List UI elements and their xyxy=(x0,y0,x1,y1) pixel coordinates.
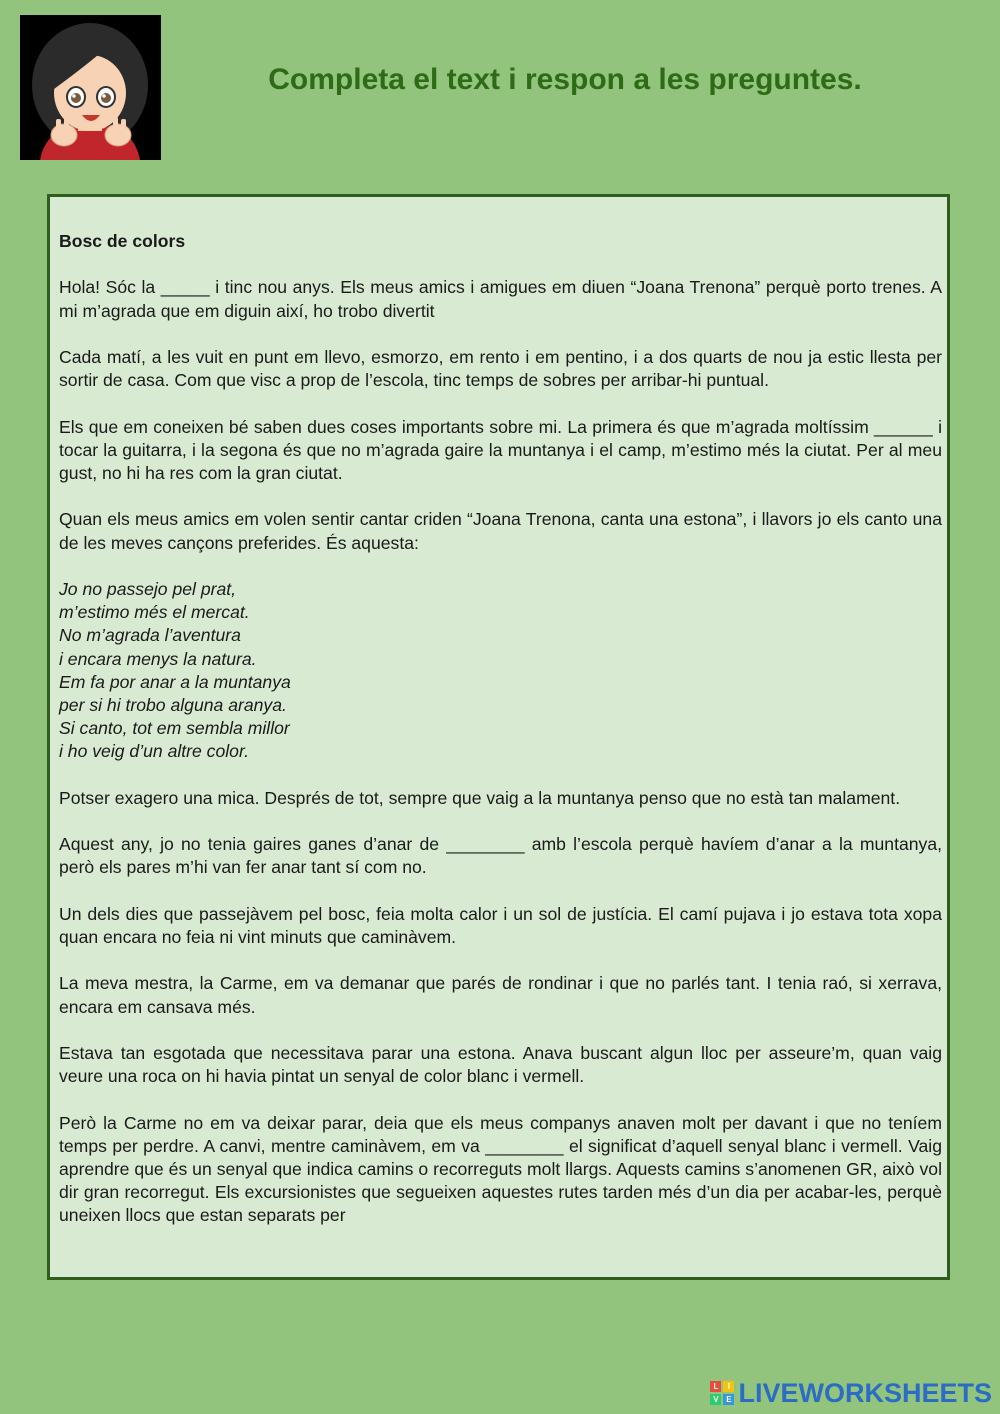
story-title: Bosc de colors xyxy=(59,231,186,251)
logo-letter: V xyxy=(710,1394,721,1405)
paragraph: La meva mestra, la Carme, em va demanar que parés de rondinar i que no parlés tant. I tenia raó, si xerrava, encara em cansava més. xyxy=(59,973,942,1017)
poem-line: i ho veig d’un altre color. xyxy=(59,741,250,762)
story-content xyxy=(59,230,942,1251)
avatar xyxy=(20,15,161,160)
logo-letter: I xyxy=(723,1381,734,1392)
paragraph: Cada matí, a les vuit en punt em llevo, esmorzo, em rento i em pentino, i a dos quarts de nou ja estic llesta per sortir de casa. Com que visc a prop de l’escola, tinc temps de sobres per arribar-hi puntual. xyxy=(59,346,942,391)
paragraph: Els que em coneixen bé saben dues coses importants sobre mi. La primera és que m’agrada moltíssim ______ i tocar la guitarra, i la segona és que no m’agrada gaire la muntanya i el camp, m’estimo més la ciutat. Per al meu gust, no hi ha res com la gran ciutat. xyxy=(59,416,942,483)
paragraph: Aquest any, jo no tenia gaires ganes d’anar de ________ amb l’escola perquè havíem d’anar a la muntanya, però els pares m’hi van fer anar tant sí com no. xyxy=(59,834,942,878)
poem-line: m’estimo més el mercat. xyxy=(59,602,250,623)
liveworksheets-logo[interactable] xyxy=(710,1378,992,1408)
paragraph: Estava tan esgotada que necessitava parar una estona. Anava buscant algun lloc per asseure’m, quan vaig veure una roca on hi havia pintat un senyal de color blanc i vermell. xyxy=(59,1042,942,1087)
story-card xyxy=(47,194,950,1280)
logo-text: LIVEWORKSHEETS xyxy=(738,1377,992,1408)
paragraph: Però la Carme no em va deixar parar, deia que els meus companys anaven molt per davant i que no teníem temps per perdre. A canvi, mentre caminàvem, em va ________ el significat d’aquell senyal blanc i vermell. Vaig aprendre que és un senyal que indica camins o recorreguts molt llargs. Aquests camins s’anomenen GR, això vol dir gran recorregut. Els excursionistes que segueixen aquestes rutes tarden més d’un dia per acabar-les, perquè uneixen llocs que estan separats per xyxy=(59,1112,942,1226)
poem-line: i encara menys la natura. xyxy=(59,648,257,669)
paragraph: Hola! Sóc la _____ i tinc nou anys. Els meus amics i amigues em diuen “Joana Trenona” perquè porto trenes. A mi m’agrada que em diguin així, ho trobo divertit xyxy=(59,277,942,321)
paragraph: Potser exagero una mica. Després de tot, sempre que vaig a la muntanya penso que no està tan malament. xyxy=(59,787,901,808)
poem xyxy=(59,578,942,764)
paragraph: Un dels dies que passejàvem pel bosc, feia molta calor i un sol de justícia. El camí pujava i jo estava tota xopa quan encara no feia ni vint minuts que caminàvem. xyxy=(59,903,942,947)
page-title: Completa el text i respon a les preguntes. xyxy=(268,63,862,96)
poem-line: Jo no passejo pel prat, xyxy=(59,578,237,599)
poem-line: No m’agrada l’aventura xyxy=(59,625,241,646)
logo-blocks-icon xyxy=(710,1381,734,1405)
poem-line: Si canto, tot em sembla millor xyxy=(59,718,290,739)
logo-letter: L xyxy=(710,1381,721,1392)
paragraph: Quan els meus amics em volen sentir cantar criden “Joana Trenona, canta una estona”, i llavors jo els canto una de les meves cançons preferides. És aquesta: xyxy=(59,509,942,553)
cartoon-girl-avatar-icon xyxy=(20,15,161,160)
poem-line: Em fa por anar a la muntanya xyxy=(59,671,291,692)
logo-letter: E xyxy=(723,1394,734,1405)
poem-line: per si hi trobo alguna aranya. xyxy=(59,694,287,715)
